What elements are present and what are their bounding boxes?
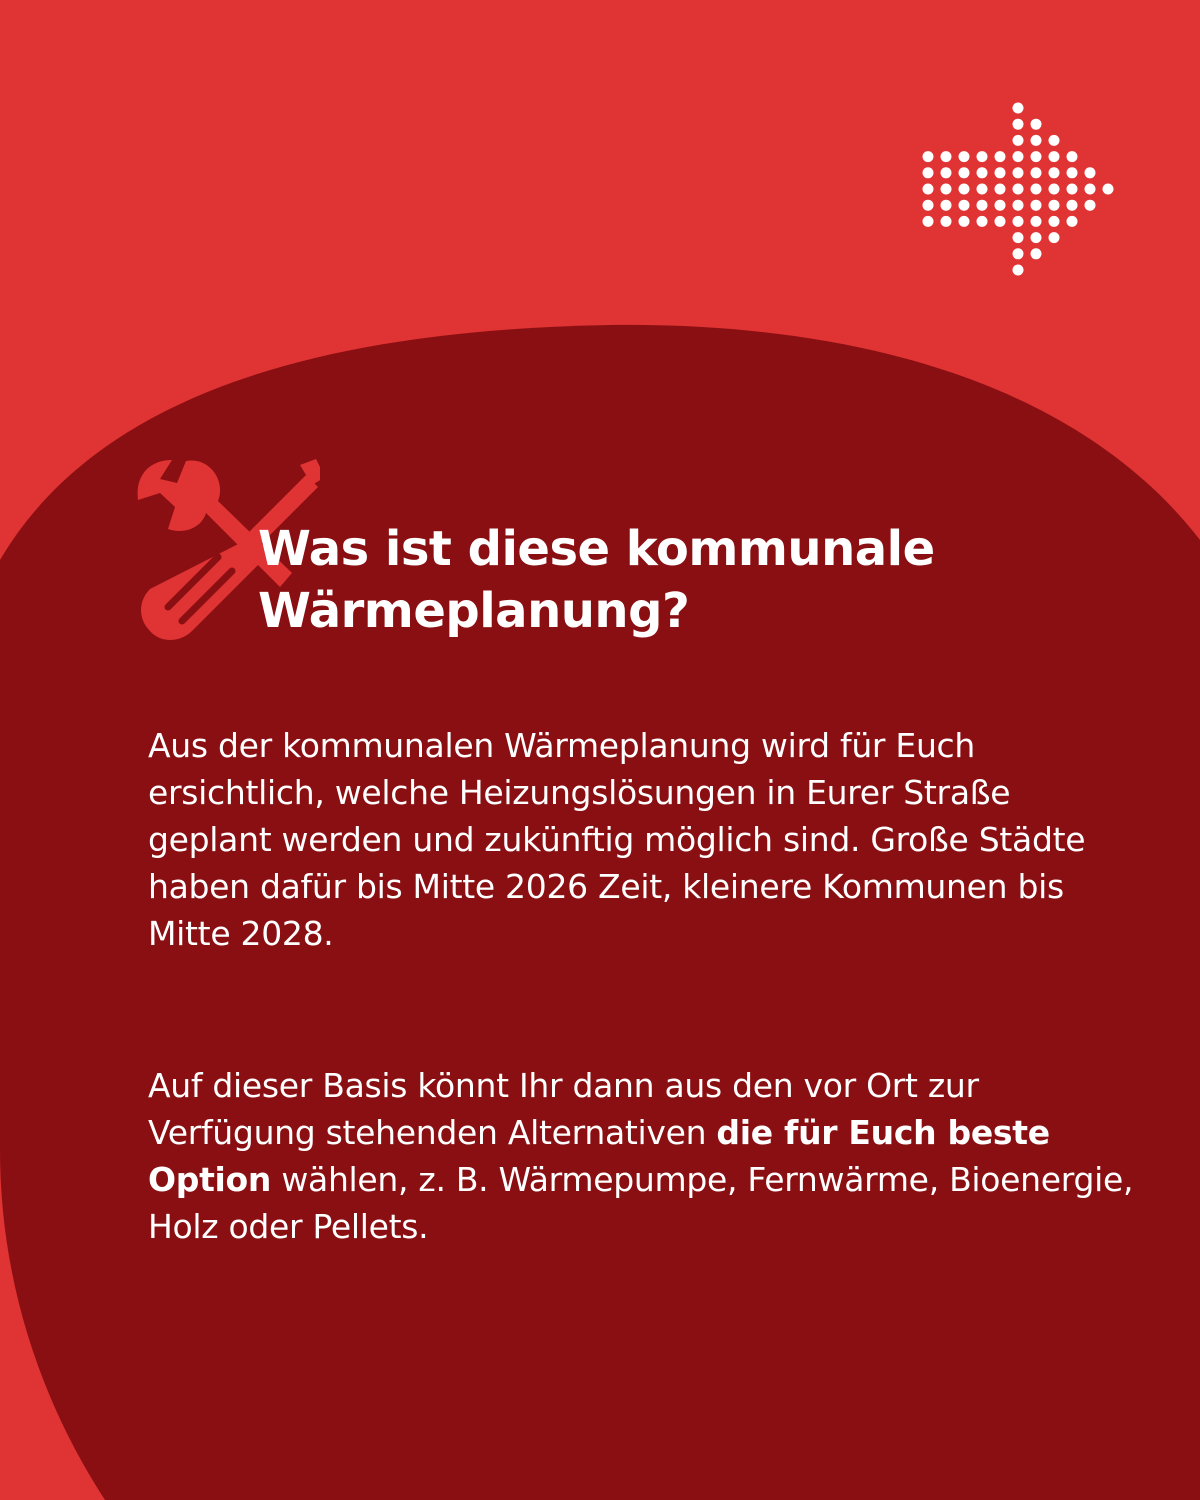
arrow-dot <box>1013 265 1024 276</box>
title-line-2: Wärmeplanung? <box>258 583 690 639</box>
arrow-dot <box>977 167 988 178</box>
arrow-dot <box>1049 216 1060 227</box>
arrow-dot <box>1013 119 1024 130</box>
arrow-dot <box>1085 200 1096 211</box>
arrow-dot <box>1013 167 1024 178</box>
arrow-dot <box>959 200 970 211</box>
arrow-dot <box>1013 232 1024 243</box>
paragraph-basis <box>148 1062 1138 1250</box>
arrow-dot <box>941 184 952 195</box>
arrow-dot <box>959 216 970 227</box>
arrow-dot <box>1013 216 1024 227</box>
arrow-dot <box>923 151 934 162</box>
arrow-dot <box>923 184 934 195</box>
arrow-dot <box>977 216 988 227</box>
arrow-dot <box>995 216 1006 227</box>
arrow-dot <box>1085 167 1096 178</box>
arrow-dot <box>1085 184 1096 195</box>
arrow-dot <box>1067 167 1078 178</box>
arrow-dot <box>1013 103 1024 114</box>
arrow-dot <box>1049 232 1060 243</box>
arrow-dot <box>1067 184 1078 195</box>
arrow-dot <box>977 200 988 211</box>
arrow-dot <box>995 151 1006 162</box>
arrow-dot <box>995 184 1006 195</box>
arrow-dot <box>995 167 1006 178</box>
title-line-1: Was ist diese kommunale <box>258 521 935 577</box>
arrow-dot <box>941 216 952 227</box>
arrow-dot <box>1031 119 1042 130</box>
arrow-dot <box>959 184 970 195</box>
arrow-dot <box>1031 200 1042 211</box>
arrow-dot <box>923 167 934 178</box>
arrow-dot <box>1103 184 1114 195</box>
arrow-dot <box>1067 200 1078 211</box>
arrow-dot <box>1049 184 1060 195</box>
arrow-dot <box>923 200 934 211</box>
page-title <box>258 518 1118 642</box>
arrow-dot <box>959 151 970 162</box>
arrow-dot <box>1031 184 1042 195</box>
arrow-dot <box>1013 200 1024 211</box>
arrow-dot <box>1049 135 1060 146</box>
paragraph-intro: Aus der kommunalen Wärmeplanung wird für Euch ersichtlich, welche Heizungslösungen in Eurer Straße geplant werden und zukünftig möglich sind. Große Städte haben dafür bis Mitte 2026 Zeit, kleinere Kommunen bis Mitte 2028. <box>148 726 1086 953</box>
arrow-dot <box>1031 232 1042 243</box>
paragraph-basis-text-1: Auf dieser Basis könnt Ihr dann aus den vor Ort zur Verfügung stehenden Alternativen <box>148 1066 979 1152</box>
arrow-dot <box>977 184 988 195</box>
arrow-dot <box>1013 151 1024 162</box>
arrow-dot <box>941 151 952 162</box>
arrow-dot <box>959 167 970 178</box>
arrow-dot <box>1031 151 1042 162</box>
arrow-dot <box>1049 151 1060 162</box>
arrow-dot <box>941 167 952 178</box>
arrow-dot <box>1031 167 1042 178</box>
arrow-dot <box>1013 135 1024 146</box>
arrow-dot <box>1031 216 1042 227</box>
arrow-dot <box>1049 167 1060 178</box>
dotted-arrow-right-icon <box>920 100 1125 280</box>
paragraph-basis-bold: die für Euch beste Option <box>148 1113 1050 1199</box>
arrow-dot <box>941 200 952 211</box>
arrow-dot <box>1031 248 1042 259</box>
paragraph-basis-text-2: wählen, z. B. Wärmepumpe, Fernwärme, Bioenergie, Holz oder Pellets. <box>148 1160 1134 1246</box>
arrow-dot <box>1067 151 1078 162</box>
arrow-dot <box>1013 184 1024 195</box>
arrow-dot <box>1049 200 1060 211</box>
arrow-dot <box>1067 216 1078 227</box>
arrow-dot <box>995 200 1006 211</box>
arrow-dot <box>1031 135 1042 146</box>
arrow-dot <box>923 216 934 227</box>
arrow-dot <box>977 151 988 162</box>
arrow-dot <box>1013 248 1024 259</box>
